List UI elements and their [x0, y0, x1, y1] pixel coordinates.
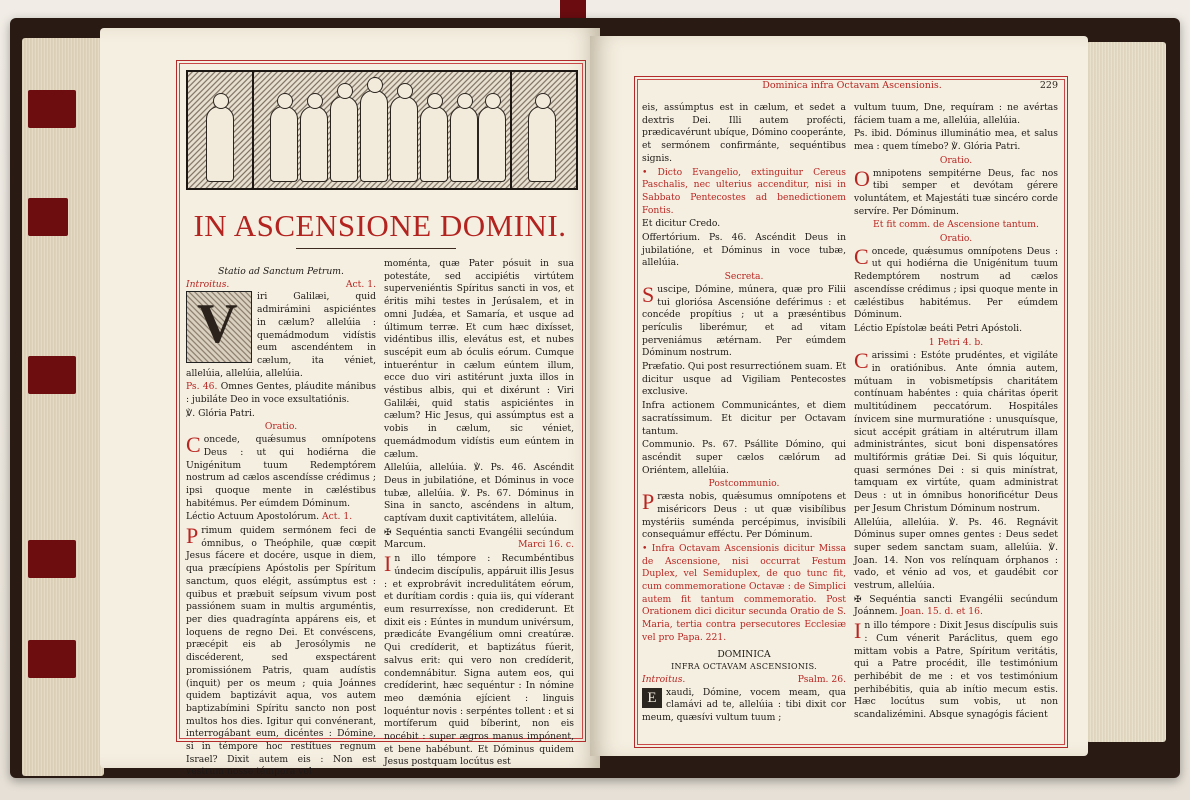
sequentia: ✠ Sequéntia sancti Evangélii secúndum Joánnem. — [854, 593, 1058, 618]
sequentia-ref: Joan. 15. d. et 16. — [900, 606, 983, 618]
left-page — [100, 28, 600, 778]
drop-cap: I — [384, 551, 392, 577]
commemoratio: Et fit comm. de Ascensione tantum. — [873, 219, 1039, 231]
dominica-title: DOMINICA — [717, 648, 771, 660]
title-divider — [296, 248, 456, 249]
left-column-1 — [186, 266, 376, 780]
dominica-subtitle: INFRA OCTAVAM ASCENSIONIS. — [671, 662, 817, 672]
postcommunio-label: Postcommunio. — [708, 478, 780, 490]
introitus-text: xaudi, Dómine, vocem meam, qua clamávi ad te, allelúia : tibi dixit cor meum, quæsívi vultum tuum ; — [642, 686, 846, 724]
alleluia-verse: Allelúia, allelúia. ℣. Ps. 46. Ascéndit Deus in jubilatióne, et Dóminus in voce tubæ, allelúia. ℣. Ps. 67. Dóminus in Sina in sancto, ascéndens in altum, captívam duxit captivitátem, allelúia. — [384, 462, 574, 525]
postcommunio-text: ræsta nobis, quǽsumus omnípotens et miséricors Deus : ut quæ visibílibus mystériis suménda percépimus, invisíbili consequámur efféctu. Per Dóminum. — [642, 491, 846, 541]
drop-cap: P — [186, 523, 199, 549]
lectio-label: Léctio Actuum Apostolórum. — [186, 511, 320, 523]
rubric: • Dicto Evangelio, extinguitur Cereus Paschalis, nec ulterius accenditur, nisi in Sabbato Pentecostes ad benedictionem Fontis. — [642, 166, 846, 216]
right-column-2 — [854, 102, 1058, 723]
lectio-ref: Act. 1. — [322, 511, 353, 523]
right-page — [590, 36, 1088, 756]
ascension-engraving — [186, 70, 578, 190]
page-title: IN ASCENSIONE DOMINI. — [193, 208, 567, 243]
drop-cap: C — [186, 432, 201, 458]
thumb-index-tab — [28, 356, 76, 394]
right-page-edges — [1086, 42, 1166, 742]
introitus-label: Introitus. — [642, 673, 686, 685]
drop-cap: C — [854, 243, 869, 269]
oratio-text: mnipotens sempitérne Deus, fac nos tibi semper et devótam gérere voluntátem, et Majestáti tuæ sincéro corde servíre. Per Dóminum. — [854, 167, 1058, 217]
lectio-text: arissimi : Estóte prudéntes, et vigiláte in oratiónibus. Ante ómnia autem, mútuam in vobismetípsis charitátem contínuam habéntes : quia cháritas óperit multitúdinem peccatórum. Hospitáles ínvicem sine murmuratióne : unusquísque, sicut accépit grátiam in altérutrum illam administrántes, sicut boni dispensatóres multifórmis grátiæ Dei. Si quis lóquitur, quasi sermónes Dei : si quis minístrat, tamquam ex virtúte, quam administrat Deus : ut in ómnibus honorificétur Deus per Jesum Christum Dóminum nostrum. — [854, 350, 1058, 514]
thumb-index-tab — [28, 90, 76, 128]
running-header: Dominica infra Octavam Ascensionis. 229 — [762, 80, 1058, 91]
drop-cap: P — [642, 489, 655, 515]
oratio2-label: Oratio. — [939, 233, 973, 245]
ps-text: Omnes Gentes, pláudite mánibus : jubiláte Deo in voce exsultatiónis. — [186, 381, 376, 406]
drop-cap: S — [642, 281, 655, 307]
offertorium: Offertórium. Ps. 46. Ascéndit Deus in jubilatióne, et Dóminus in voce tubæ, allelúia. — [642, 232, 846, 269]
oratio-text: oncede, quǽsumus omnípotens Deus : ut qui hodiérna die Unigénitum tuum Redemptórem nostrum ad cælos ascendísse crédimus ; ipsi quoque mente in cæléstibus habitémus. Per eúmdem Dóminum. — [186, 434, 376, 509]
ps-ibid: Ps. ibid. Dóminus illuminátio mea, et salus mea : quem tímebo? ℣. Glória Patri. — [854, 128, 1058, 153]
illuminated-initial: V — [186, 291, 252, 363]
introitus-continued: vultum tuum, Dne, requíram : ne avértas fáciem tuam a me, allelúia, allelúia. — [854, 102, 1058, 126]
oratio-label: Oratio. — [264, 421, 298, 433]
thumb-index-tab — [28, 198, 68, 236]
introitus-ref: Act. 1. — [345, 278, 376, 290]
introitus-text: iri Galilæi, quid admirámini aspiciéntes in cælum? allelúia : quemádmodum vidístis eum ascendéntem in cælum, ita véniet, allelúia, allelúia, allelúia. — [186, 291, 376, 379]
introitus-label: Introitus. — [186, 278, 230, 290]
drop-cap: I — [854, 618, 862, 644]
secreta-text: uscipe, Dómine, múnera, quæ pro Filii tui gloriósa Ascensióne deférimus : et concéde propítius ; ut a præséntibus perículis liberémur, et ad vitam perveniámus ætérnam. Per eúmdem Dóminum nostrum. — [642, 283, 846, 359]
sequentia: ✠ Sequéntia sancti Evangélii secúndum Marcum. — [384, 526, 574, 551]
left-column-2 — [384, 258, 574, 770]
gospel-continued: eis, assúmptus est in cælum, et sedet a dextris Dei. Illi autem profécti, prædicavérunt ubíque, Dómino cooperánte, et sermónem confirmánte, sequéntibus signis. — [642, 102, 846, 164]
sequentia-ref: Marci 16. c. — [518, 539, 574, 551]
lectio-continued: moménta, quæ Pater pósuit in sua potestáte, sed accipiétis virtútem superveniéntis Spíritus sancti in vos, et éritis mihi testes in Jerúsalem, et in omni Judǽa, et Samaría, et usque ad últimum terræ. Et cum hæc dixísset, vidéntibus illis, elevátus est, et nubes suscépit eum ab óculis eórum. Cumque intueréntur in cælum eúntem illum, ecce duo viri astitérunt juxta illos in véstibus albis, qui et dixérunt : Viri Galilǽi, quid statis aspiciéntes in cælum? Hic Jesus, qui assúmptus est a vobis in cælum, sic véniet, quemádmodum vidístis eum eúntem in cælum. — [384, 258, 574, 460]
oratio2-text: oncede, quǽsumus omnípotens Deus : ut qui hodiérna die Unigénitum tuum Redemptórem nostrum ad cælos ascendísse crédimus ; ipsi quoque mente in cæléstibus habitémus. Per eúmdem Dóminum. — [854, 245, 1058, 321]
statio: Statio ad Sanctum Petrum. — [218, 266, 344, 277]
credo: Et dicitur Credo. — [642, 218, 721, 230]
alleluia-verse: Allelúia, allelúia. ℣. Ps. 46. Regnávit Dóminus super omnes gentes : Deus sedet super sedem sanctam suam, allelúia. ℣. Joan. 14. Non vos relínquam órphanos : vado, et vénio ad vos, et gaudébit cor vestrum, allelúia. — [854, 516, 1058, 592]
communio: Communio. Ps. 67. Psállite Dómino, qui ascéndit super cælos cælórum ad Oriéntem, allelúia. — [642, 439, 846, 476]
introitus-ref: Psalm. 26. — [797, 673, 846, 685]
lectio-ref: 1 Petri 4. b. — [928, 336, 984, 348]
gospel-text: n illo témpore : Recumbéntibus úndecim discípulis, appáruit illis Jesus : et exprobrávit incredulitátem eórum, et durítiam cordis : quia iis, qui víderant eum resurrexísse, non crediderunt. Et dixit eis : Eúntes in mundum univérsum, prædicáte Evangélium omni creatúræ. Qui credíderit, et baptizátus fúerit, salvus erit: qui vero non credíderit, condemnábitur. Signa autem eos, qui credíderint, hæc sequéntur : In nómine meo dæmónia ejícient : linguis loquéntur novis : serpéntes tollent : et si mortíferum quid bíberint, non eis nocébit : super ægros manus impónent, et bene habébunt. Et Dóminus quidem Jesus postquam locútus est — [384, 553, 574, 768]
decorated-initial: E — [642, 688, 662, 708]
infra-actionem: Infra actionem Communicántes, et diem sacratíssimum. Et dicitur per Octavam tantum. — [642, 400, 846, 437]
lectio-label: Léctio Epístolæ beáti Petri Apóstoli. — [854, 322, 1023, 334]
page-number: 229 — [1039, 80, 1058, 91]
oratio-label: Oratio. — [939, 154, 973, 166]
gospel-text: n illo témpore : Dixit Jesus discípulis suis : Cum vénerit Paráclitus, quem ego mittam vobis a Patre, Spíritum veritátis, qui a Patre procédit, ille testimónium perhibébit de me : et vos testimónium perhibébitis, quia ab inítio mecum estis. Hæc locútus sum vobis, ut non scandalizémini. Absque synagógis fácient — [854, 620, 1058, 721]
drop-cap: C — [854, 348, 869, 374]
praefatio: Præfatio. Qui post resurrectiónem suam. Et dicitur usque ad Vigiliam Pentecostes exclusive. — [642, 361, 847, 398]
gloria: ℣. Glória Patri. — [186, 407, 255, 419]
rubric: • Infra Octavam Ascensionis dicitur Missa de Ascensione, nisi occurrat Festum Duplex, vel Semiduplex, de quo tunc fit, cum commemoratione Octavæ : de Simplici autem fit tantum commemoratio. Post Orationem dici dicitur secunda Oratio de S. Maria, tertia contra persecutores Ecclesiæ vel pro Papa. 221. — [642, 542, 846, 643]
secreta-label: Secreta. — [724, 271, 764, 283]
ps-ref: Ps. 46. — [186, 381, 218, 393]
thumb-index-tab — [28, 640, 76, 678]
right-column-1 — [642, 102, 846, 726]
lectio-text: rimum quidem sermónem feci de ómnibus, o Theóphile, quæ cœpit Jesus fácere et docére, usque in diem, qua præcípiens Apóstolis per Spíritum sanctum, quos elégit, assúmptus est : quibus et præbuit seípsum vivum post passiónem suam in multis arguméntis, per dies quadragínta appárens eis, et loquens de regno Dei. Et convéscens, præcépit eis ab Jerosólymis ne discéderent, sed exspectárent promissiónem Patris, quam audístis (inquit) per os meum ; quia Joánnes quidem baptizávit aqua, vos autem baptizabímini Spíritu sancto non post multos hos dies. Igitur qui convénerant, interrogábant eum, dicéntes : Dómine, si in témpore hoc restítues regnum Israel? Dixit autem eis : Non est vestrum nosse témpora vel — [186, 525, 376, 778]
thumb-index-tab — [28, 540, 76, 578]
drop-cap: O — [854, 165, 870, 191]
